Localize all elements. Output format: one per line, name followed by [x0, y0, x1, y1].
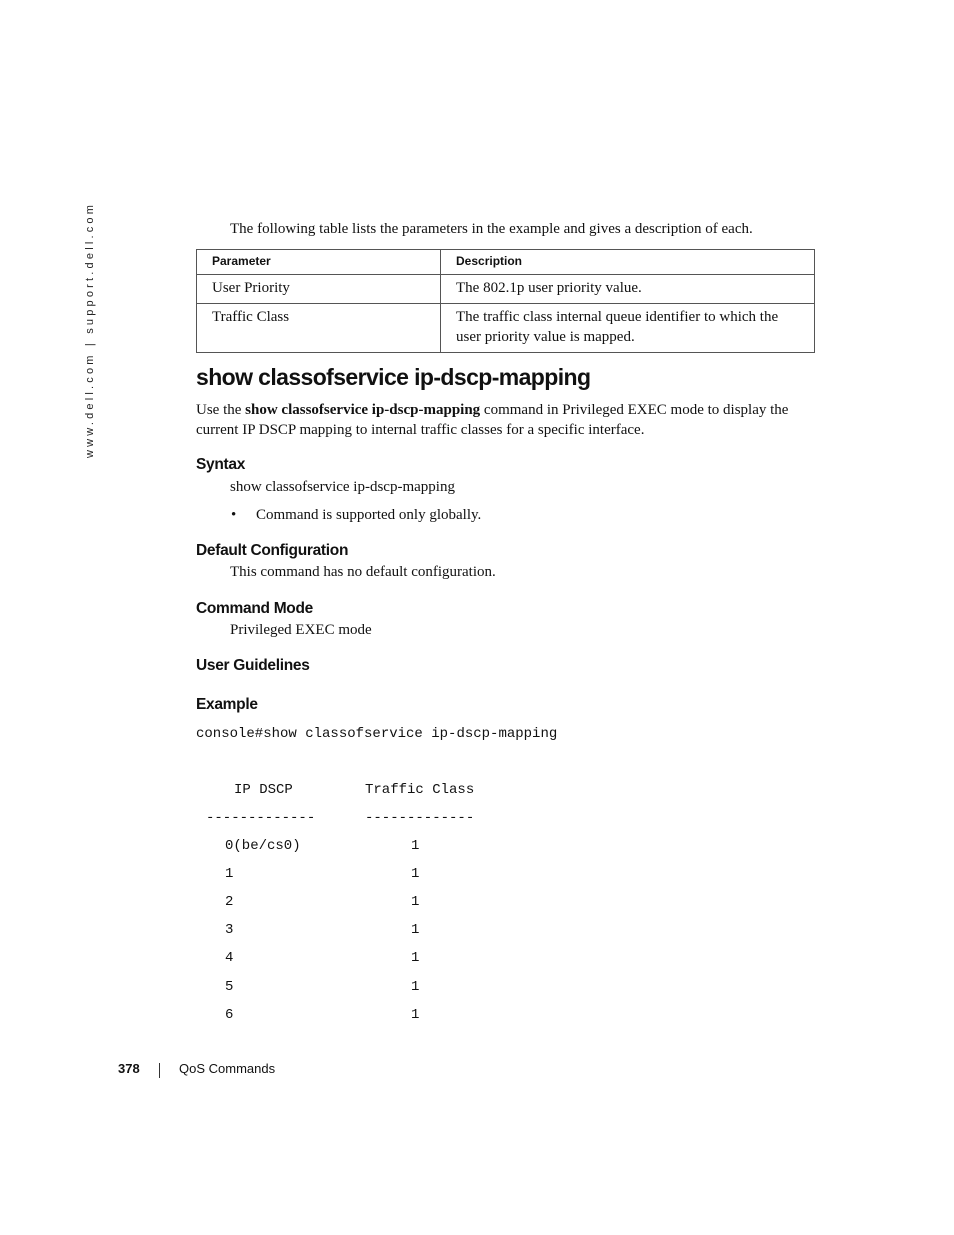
table-header-description: Description: [441, 250, 815, 275]
user-guidelines-heading: User Guidelines: [196, 657, 310, 674]
footer-divider: [159, 1063, 160, 1078]
example-row-class: 1: [411, 1007, 420, 1023]
example-row-dscp: 4: [225, 950, 234, 966]
page-number: 378: [118, 1061, 140, 1076]
syntax-bullet-text: Command is supported only globally.: [256, 507, 482, 523]
description-command: show classofservice ip-dscp-mapping: [245, 402, 481, 418]
example-row-dscp: 1: [225, 866, 234, 882]
table-cell-description: The 802.1p user priority value.: [441, 275, 815, 304]
example-row-class: 1: [411, 866, 420, 882]
footer-chapter: QoS Commands: [179, 1061, 276, 1076]
example-col2-header: Traffic Class: [365, 782, 475, 798]
command-mode-text: Privileged EXEC mode: [230, 622, 372, 638]
section-title: show classofservice ip-dscp-mapping: [196, 364, 591, 390]
intro-text: The following table lists the parameters in the example and gives a description of each.: [230, 221, 753, 237]
example-row-class: 1: [411, 894, 420, 910]
sidebar-url: www.dell.com | support.dell.com: [84, 201, 96, 458]
default-config-text: This command has no default configuration.: [230, 564, 496, 580]
table-cell-parameter: User Priority: [197, 275, 441, 304]
example-row-dscp: 6: [225, 1007, 234, 1023]
bullet-icon: •: [231, 507, 237, 523]
example-col2-rule: -------------: [365, 810, 475, 826]
syntax-command: show classofservice ip-dscp-mapping: [230, 479, 455, 495]
example-row-class: 1: [411, 950, 420, 966]
table-row: [197, 275, 815, 304]
example-row-class: 1: [411, 922, 420, 938]
example-command: console#show classofservice ip-dscp-mapping: [196, 726, 558, 742]
table-row: [197, 304, 815, 353]
section-description: [196, 400, 816, 440]
example-col1-rule: -------------: [206, 810, 316, 826]
example-row-dscp: 2: [225, 894, 234, 910]
syntax-heading: Syntax: [196, 456, 246, 473]
default-config-heading: Default Configuration: [196, 542, 349, 559]
table-header-row: [197, 250, 815, 275]
example-heading: Example: [196, 696, 258, 713]
example-col1-header: IP DSCP: [234, 782, 293, 798]
table-cell-parameter: Traffic Class: [197, 304, 441, 353]
example-row-dscp: 5: [225, 979, 234, 995]
description-prefix: Use the: [196, 402, 246, 418]
example-row-dscp: 0(be/cs0): [225, 838, 301, 854]
description-suffix: command in Privileged EXEC mode to display the current IP DSCP mapping to internal traffic classes for a specific interface.: [196, 402, 789, 438]
command-mode-heading: Command Mode: [196, 600, 313, 617]
parameters-table: [196, 249, 815, 353]
table-header-parameter: Parameter: [197, 250, 441, 275]
example-row-class: 1: [411, 979, 420, 995]
example-row-class: 1: [411, 838, 420, 854]
example-row-dscp: 3: [225, 922, 234, 938]
table-cell-description: The traffic class internal queue identifier to which the user priority value is mapped.: [441, 304, 815, 353]
